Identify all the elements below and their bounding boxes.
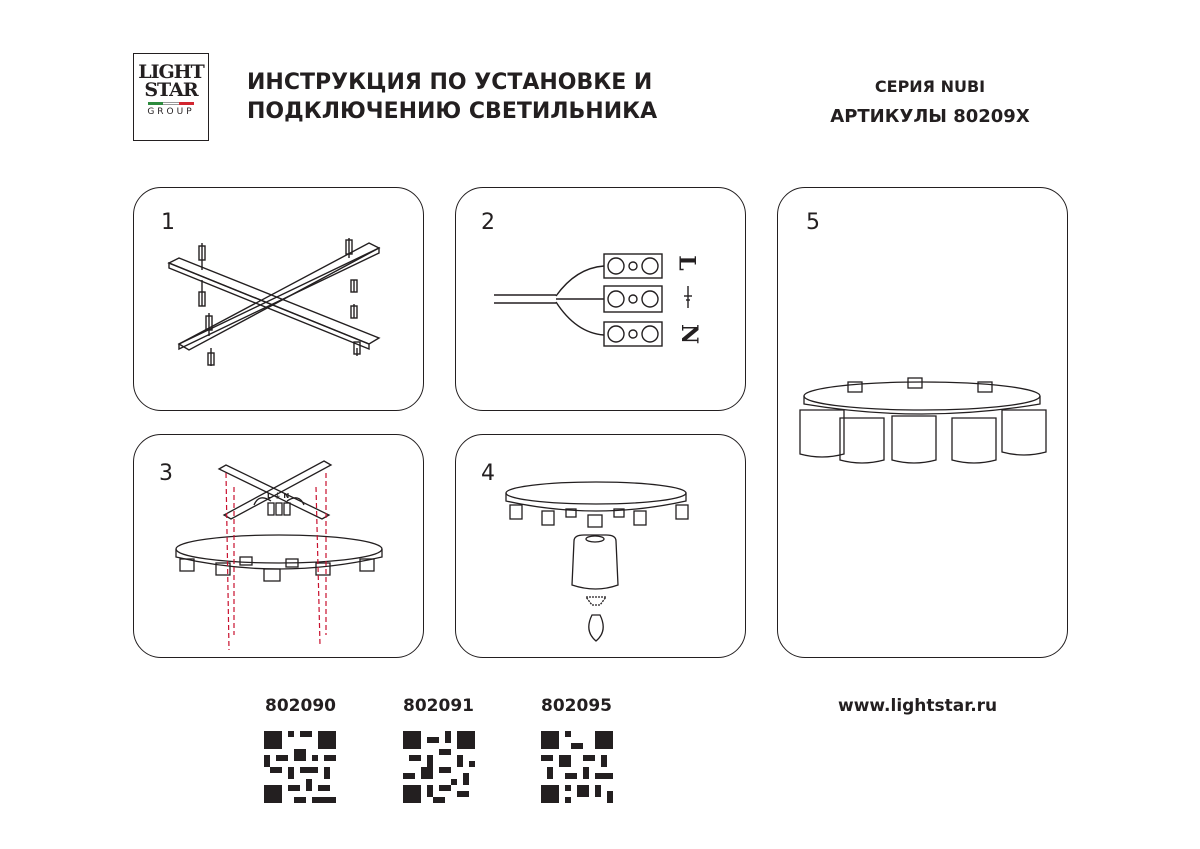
series-block xyxy=(820,72,1040,132)
finished-fixture-illustration xyxy=(778,188,1069,659)
logo-line2: STAR xyxy=(144,79,198,101)
article-numbers: АРТИКУЛЫ 80209Х xyxy=(830,106,1030,127)
step-number-1: 1 xyxy=(161,210,175,235)
qr-code-icon[interactable] xyxy=(403,731,475,803)
article-code-3: 802095 xyxy=(541,696,612,716)
step-panel-4 xyxy=(455,434,746,658)
qr-code-icon[interactable] xyxy=(541,731,613,803)
step-number-3: 3 xyxy=(159,461,173,486)
terminal-block-illustration xyxy=(456,188,747,412)
website-link[interactable]: www.lightstar.ru xyxy=(838,696,998,716)
logo-flag xyxy=(148,102,194,105)
mounting-bracket-illustration xyxy=(134,188,425,412)
page-title xyxy=(247,68,657,126)
step-panel-2 xyxy=(455,187,746,411)
shade-install-illustration xyxy=(456,435,747,659)
step-number-5: 5 xyxy=(806,210,820,235)
step-panel-5 xyxy=(777,187,1068,658)
article-code-2: 802091 xyxy=(403,696,474,716)
qr-code-icon[interactable] xyxy=(264,731,336,803)
label-line: L xyxy=(673,255,700,271)
assembly-illustration xyxy=(134,435,425,659)
label-neutral: N xyxy=(676,323,703,345)
title-line2: ПОДКЛЮЧЕНИЮ СВЕТИЛЬНИКА xyxy=(247,99,658,124)
article-code-1: 802090 xyxy=(265,696,336,716)
logo-line1: LIGHT xyxy=(138,61,204,83)
series-name: СЕРИЯ NUBI xyxy=(874,77,986,96)
brand-logo xyxy=(133,53,209,141)
wiring-label: L ⏚ N xyxy=(267,492,290,500)
step-panel-1 xyxy=(133,187,424,411)
step-number-4: 4 xyxy=(481,461,495,486)
step-number-2: 2 xyxy=(481,210,495,235)
title-line1: ИНСТРУКЦИЯ ПО УСТАНОВКЕ И xyxy=(247,70,653,95)
logo-line3: GROUP xyxy=(147,107,195,117)
step-panel-3 xyxy=(133,434,424,658)
